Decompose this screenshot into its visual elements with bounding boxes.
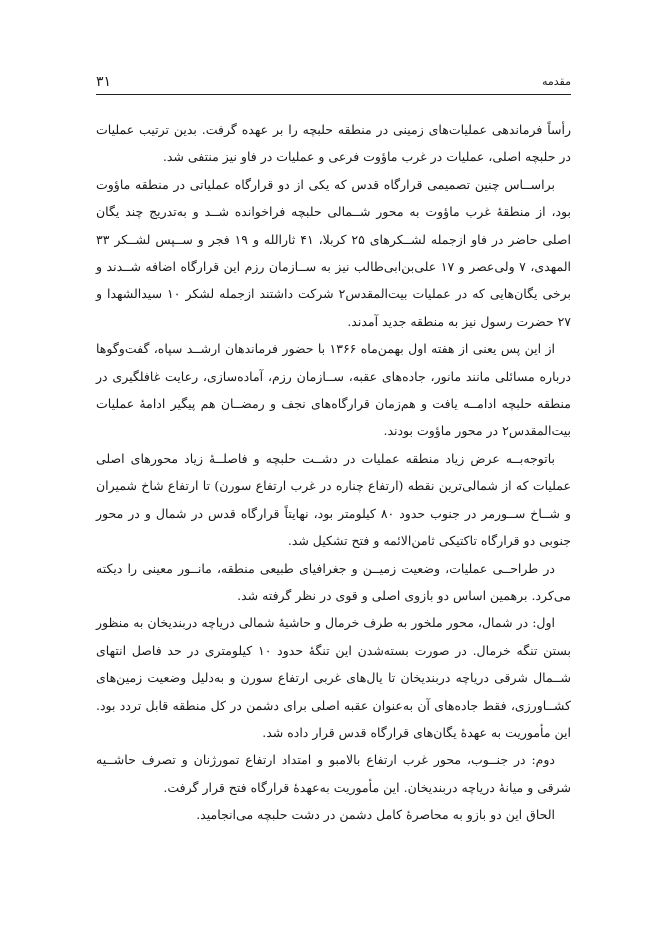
paragraph: دوم: در جنــوب، محور غرب ارتفاع بالامبو و امتداد ارتفاع تمورژنان و تصرف حاشــیه شرقی و میانهٔ دریاچه دربندیخان. این مأموریت به‌عهدهٔ قرارگاه فتح قرار گرفت. [96, 752, 571, 795]
paragraph: از این پس یعنی از هفته اول بهمن‌ماه ۱۳۶۶ با حضور فرماندهان ارشــد سپاه، گفت‌وگوها درباره مسائلی مانند مانور، جاده‌های عقبه، ســازمان رزم، آماده‌سازی، رعایت غافلگیری در منطقه حلبچه ادامــه یافت و هم‌زمان قرارگاه‌های نجف و رمضــان هم پیگیر ادامهٔ عملیات بیت‌المقدس۲ در محور ماؤوت بودند. [96, 341, 571, 439]
page-number: ۳۱ [96, 74, 112, 90]
paragraph: باتوجه‌بــه عرض زیاد منطقه عملیات در دشــت حلبچه و فاصلــهٔ زیاد محورهای اصلی عملیات که از شمالی‌ترین نقطه (ارتفاع چناره در غرب ارتفاع سورن) تا ارتفاع شاخ شمیران و شــاخ ســورمر در جنوب حدود ۸۰ کیلومتر بود، نهایتاً قرارگاه قدس در شمال و در محور جنوبی دو قرارگاه تاکتیکی ثامن‌الائمه و فتح تشکیل شد. [96, 450, 572, 549]
paragraph: الحاق این دو بازو به محاصرهٔ کامل دشمن در دشت حلبچه می‌انجامید. [196, 807, 555, 823]
body-text [96, 116, 571, 829]
running-head: مقدمه [541, 75, 571, 88]
paragraph: رأساً فرماندهی عملیات‌های زمینی در منطقه حلبچه را بر عهده گرفت. بدین ترتیب عملیات در حلبچه اصلی، عملیات در غرب ماؤوت فرعی و عملیات در فاو نیز منتفی شد. [96, 122, 571, 165]
page-header [96, 72, 571, 95]
paragraph: براســاس چنین تصمیمی قرارگاه قدس که یکی از دو قرارگاه عملیاتی در منطقه ماؤوت بود، از منطقهٔ غرب ماؤوت به محور شــمالی حلبچه فراخوانده شــد و به‌تدریج چند یگان اصلی حاضر در فاو ازجمله لشــکرهای ۲۵ کربلا، ۴۱ ثارالله و ۱۹ فجر و ســپس لشــکر ۳۳ المهدی، ۷ ولی‌عصر و ۱۷ علی‌بن‌ابی‌طالب نیز به ســازمان رزم این قرارگاه اضافه شــدند و برخی یگان‌هایی که در عملیات بیت‌المقدس۲ شرکت داشتند ازجمله لشکر ۱۰ سیدالشهدا و ۲۷ حضرت رسول نیز به منطقه جدید آمدند. [96, 176, 571, 329]
paragraph: اول: در شمال، محور ملخور به طرف خرمال و حاشیهٔ شمالی دریاچه دربندیخان به منظور بستن تنگه خرمال. در صورت بسته‌شدن این تنگهٔ حدود ۱۰ کیلومتری در حد فاصل انتهای شــمال شرقی دریاچه دربندیخان تا یال‌های غربی ارتفاع سورن و به‌دلیل وضعیت زمین‌های کشــاورزی، فقط جاده‌های آن به‌عنوان عقبه اصلی برای دشمن در کل منطقه قابل تردد بود. این مأموریت به عهدهٔ یگان‌های قرارگاه قدس قرار داده شد. [96, 615, 572, 740]
paragraph: در طراحــی عملیات، وضعیت زمیــن و جغرافیای طبیعی منطقه، مانــور معینی را دیکته می‌کرد. برهمین اساس دو بازوی اصلی و قوی در نظر گرفته شد. [96, 560, 571, 603]
